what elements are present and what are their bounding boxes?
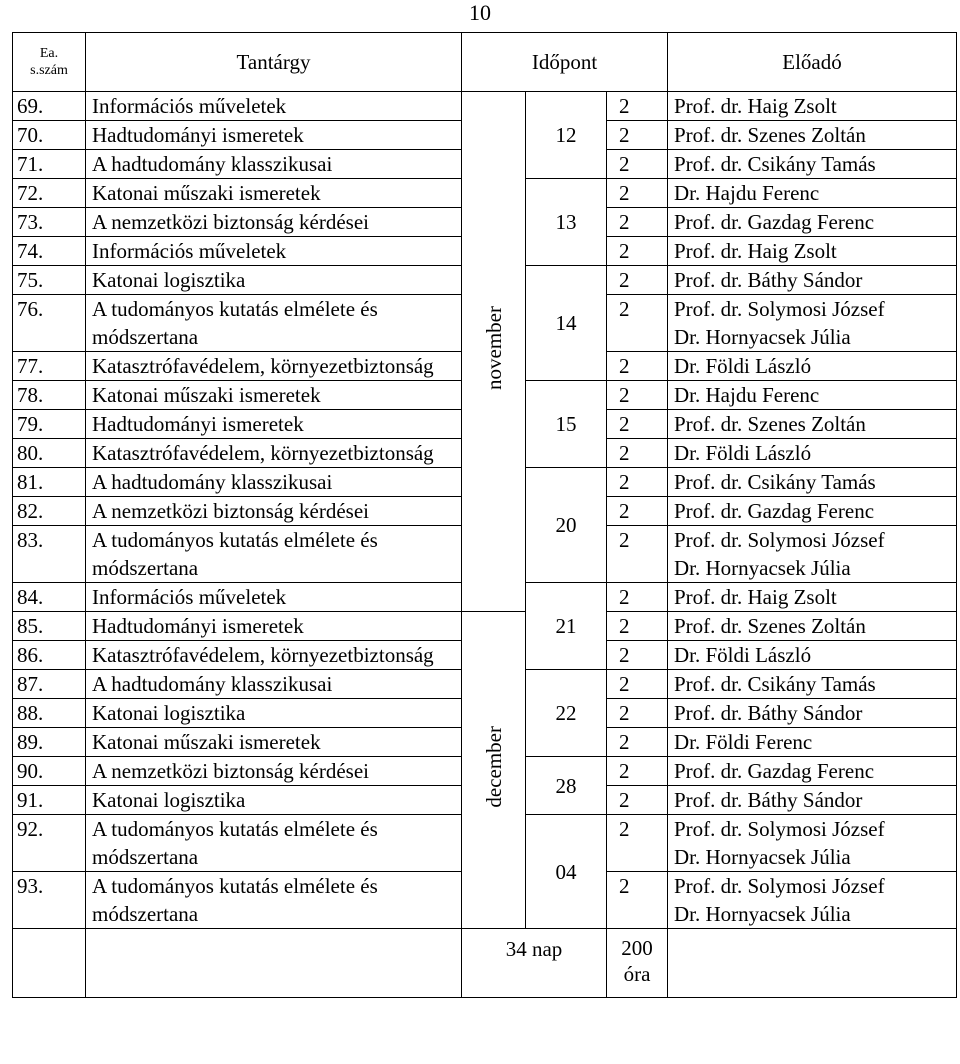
row-number: 83. bbox=[13, 526, 86, 583]
row-hours: 2 bbox=[607, 381, 668, 410]
row-date: 14 bbox=[526, 266, 607, 381]
row-subject: Hadtudományi ismeretek bbox=[86, 121, 462, 150]
header-number bbox=[13, 33, 86, 92]
row-lecturer: Prof. dr. Báthy Sándor bbox=[668, 699, 957, 728]
row-date: 12 bbox=[526, 92, 607, 179]
row-lecturer: Prof. dr. Haig Zsolt bbox=[668, 92, 957, 121]
row-hours: 2 bbox=[607, 497, 668, 526]
row-lecturer: Prof. dr. Szenes Zoltán bbox=[668, 121, 957, 150]
row-subject: A nemzetközi biztonság kérdései bbox=[86, 208, 462, 237]
table-row bbox=[13, 612, 957, 641]
row-hours: 2 bbox=[607, 786, 668, 815]
row-hours: 2 bbox=[607, 266, 668, 295]
row-subject: A tudományos kutatás elmélete és módszertana bbox=[86, 295, 462, 352]
row-number: 77. bbox=[13, 352, 86, 381]
row-subject: Információs műveletek bbox=[86, 583, 462, 612]
row-number: 84. bbox=[13, 583, 86, 612]
table-row bbox=[13, 92, 957, 121]
row-lecturer: Dr. Hajdu Ferenc bbox=[668, 381, 957, 410]
row-hours: 2 bbox=[607, 179, 668, 208]
row-lecturer: Prof. dr. Haig Zsolt bbox=[668, 583, 957, 612]
lecturer-name: Prof. dr. Solymosi József bbox=[674, 297, 885, 321]
header-number-line1: Ea. bbox=[39, 46, 59, 61]
row-number: 86. bbox=[13, 641, 86, 670]
row-lecturer: Dr. Hajdu Ferenc bbox=[668, 179, 957, 208]
row-hours: 2 bbox=[607, 583, 668, 612]
row-lecturer: Prof. dr. Csikány Tamás bbox=[668, 150, 957, 179]
lecturer-name-2: Dr. Hornyacsek Júlia bbox=[674, 902, 851, 926]
row-number: 87. bbox=[13, 670, 86, 699]
lecturer-name: Prof. dr. Solymosi József bbox=[674, 528, 885, 552]
row-subject: Katasztrófavédelem, környezetbiztonság bbox=[86, 352, 462, 381]
row-subject: Információs műveletek bbox=[86, 92, 462, 121]
row-number: 90. bbox=[13, 757, 86, 786]
row-number: 79. bbox=[13, 410, 86, 439]
row-hours: 2 bbox=[607, 872, 668, 929]
row-hours: 2 bbox=[607, 815, 668, 872]
row-hours: 2 bbox=[607, 92, 668, 121]
row-date: 22 bbox=[526, 670, 607, 757]
row-lecturer: Prof. dr. Báthy Sándor bbox=[668, 266, 957, 295]
row-subject: Információs műveletek bbox=[86, 237, 462, 266]
row-hours: 2 bbox=[607, 295, 668, 352]
row-subject: Katonai műszaki ismeretek bbox=[86, 179, 462, 208]
row-subject: A nemzetközi biztonság kérdései bbox=[86, 757, 462, 786]
row-number: 73. bbox=[13, 208, 86, 237]
lecturer-name-2: Dr. Hornyacsek Júlia bbox=[674, 556, 851, 580]
row-hours: 2 bbox=[607, 699, 668, 728]
row-subject: A tudományos kutatás elmélete és módszertana bbox=[86, 526, 462, 583]
lecturer-name-2: Dr. Hornyacsek Júlia bbox=[674, 325, 851, 349]
row-subject: Katonai műszaki ismeretek bbox=[86, 728, 462, 757]
row-hours: 2 bbox=[607, 439, 668, 468]
header-row bbox=[13, 33, 957, 92]
row-number: 76. bbox=[13, 295, 86, 352]
row-subject: Hadtudományi ismeretek bbox=[86, 612, 462, 641]
footer-empty-subject bbox=[86, 929, 462, 998]
row-subject: A hadtudomány klasszikusai bbox=[86, 670, 462, 699]
row-hours: 2 bbox=[607, 670, 668, 699]
row-lecturer bbox=[668, 526, 957, 583]
row-subject: Katonai logisztika bbox=[86, 266, 462, 295]
row-hours: 2 bbox=[607, 757, 668, 786]
row-date: 28 bbox=[526, 757, 607, 815]
lecturer-name: Prof. dr. Solymosi József bbox=[674, 874, 885, 898]
header-subject: Tantárgy bbox=[86, 33, 462, 92]
row-date: 15 bbox=[526, 381, 607, 468]
row-lecturer: Prof. dr. Gazdag Ferenc bbox=[668, 208, 957, 237]
row-hours: 2 bbox=[607, 526, 668, 583]
row-date: 13 bbox=[526, 179, 607, 266]
row-hours: 2 bbox=[607, 352, 668, 381]
month-december: december bbox=[481, 725, 506, 808]
row-hours: 2 bbox=[607, 150, 668, 179]
row-hours: 2 bbox=[607, 208, 668, 237]
row-number: 85. bbox=[13, 612, 86, 641]
row-number: 70. bbox=[13, 121, 86, 150]
row-subject: A hadtudomány klasszikusai bbox=[86, 468, 462, 497]
row-hours: 2 bbox=[607, 121, 668, 150]
footer-row bbox=[13, 929, 957, 998]
row-date: 20 bbox=[526, 468, 607, 583]
row-subject: A nemzetközi biztonság kérdései bbox=[86, 497, 462, 526]
row-subject: Katasztrófavédelem, környezetbiztonság bbox=[86, 439, 462, 468]
row-lecturer: Prof. dr. Gazdag Ferenc bbox=[668, 497, 957, 526]
header-time: Időpont bbox=[462, 33, 668, 92]
row-subject: Hadtudományi ismeretek bbox=[86, 410, 462, 439]
row-lecturer: Prof. dr. Báthy Sándor bbox=[668, 786, 957, 815]
row-number: 72. bbox=[13, 179, 86, 208]
row-number: 80. bbox=[13, 439, 86, 468]
row-lecturer: Prof. dr. Csikány Tamás bbox=[668, 468, 957, 497]
row-hours: 2 bbox=[607, 612, 668, 641]
row-subject: A tudományos kutatás elmélete és módszertana bbox=[86, 815, 462, 872]
row-lecturer: Dr. Földi László bbox=[668, 641, 957, 670]
month-label bbox=[462, 92, 526, 612]
row-number: 75. bbox=[13, 266, 86, 295]
row-hours: 2 bbox=[607, 728, 668, 757]
row-lecturer: Dr. Földi László bbox=[668, 439, 957, 468]
row-number: 89. bbox=[13, 728, 86, 757]
row-number: 74. bbox=[13, 237, 86, 266]
footer-days: 34 nap bbox=[462, 929, 607, 998]
row-lecturer: Prof. dr. Szenes Zoltán bbox=[668, 410, 957, 439]
footer-total: 200 óra bbox=[607, 929, 668, 998]
row-lecturer: Dr. Földi László bbox=[668, 352, 957, 381]
row-hours: 2 bbox=[607, 237, 668, 266]
row-number: 69. bbox=[13, 92, 86, 121]
row-lecturer bbox=[668, 295, 957, 352]
lecturer-name: Prof. dr. Solymosi József bbox=[674, 817, 885, 841]
row-lecturer: Dr. Földi Ferenc bbox=[668, 728, 957, 757]
row-hours: 2 bbox=[607, 468, 668, 497]
month-label bbox=[462, 612, 526, 929]
row-lecturer bbox=[668, 815, 957, 872]
row-number: 78. bbox=[13, 381, 86, 410]
row-subject: Katonai logisztika bbox=[86, 699, 462, 728]
row-date: 04 bbox=[526, 815, 607, 929]
row-hours: 2 bbox=[607, 641, 668, 670]
row-subject: Katasztrófavédelem, környezetbiztonság bbox=[86, 641, 462, 670]
row-subject: Katonai műszaki ismeretek bbox=[86, 381, 462, 410]
row-hours: 2 bbox=[607, 410, 668, 439]
row-number: 91. bbox=[13, 786, 86, 815]
row-lecturer: Prof. dr. Szenes Zoltán bbox=[668, 612, 957, 641]
footer-empty-lecturer bbox=[668, 929, 957, 998]
header-lecturer: Előadó bbox=[668, 33, 957, 92]
row-lecturer: Prof. dr. Haig Zsolt bbox=[668, 237, 957, 266]
lecturer-name-2: Dr. Hornyacsek Júlia bbox=[674, 845, 851, 869]
row-number: 71. bbox=[13, 150, 86, 179]
row-subject: A hadtudomány klasszikusai bbox=[86, 150, 462, 179]
row-number: 88. bbox=[13, 699, 86, 728]
month-november: november bbox=[481, 306, 506, 390]
schedule-table bbox=[12, 32, 957, 998]
footer-empty-number bbox=[13, 929, 86, 998]
row-lecturer: Prof. dr. Gazdag Ferenc bbox=[668, 757, 957, 786]
row-subject: Katonai logisztika bbox=[86, 786, 462, 815]
row-lecturer bbox=[668, 872, 957, 929]
page-number: 10 bbox=[469, 0, 491, 25]
header-number-line2: s.szám bbox=[30, 63, 68, 78]
row-subject: A tudományos kutatás elmélete és módszertana bbox=[86, 872, 462, 929]
row-number: 93. bbox=[13, 872, 86, 929]
row-date: 21 bbox=[526, 583, 607, 670]
row-number: 81. bbox=[13, 468, 86, 497]
row-number: 82. bbox=[13, 497, 86, 526]
row-number: 92. bbox=[13, 815, 86, 872]
row-lecturer: Prof. dr. Csikány Tamás bbox=[668, 670, 957, 699]
